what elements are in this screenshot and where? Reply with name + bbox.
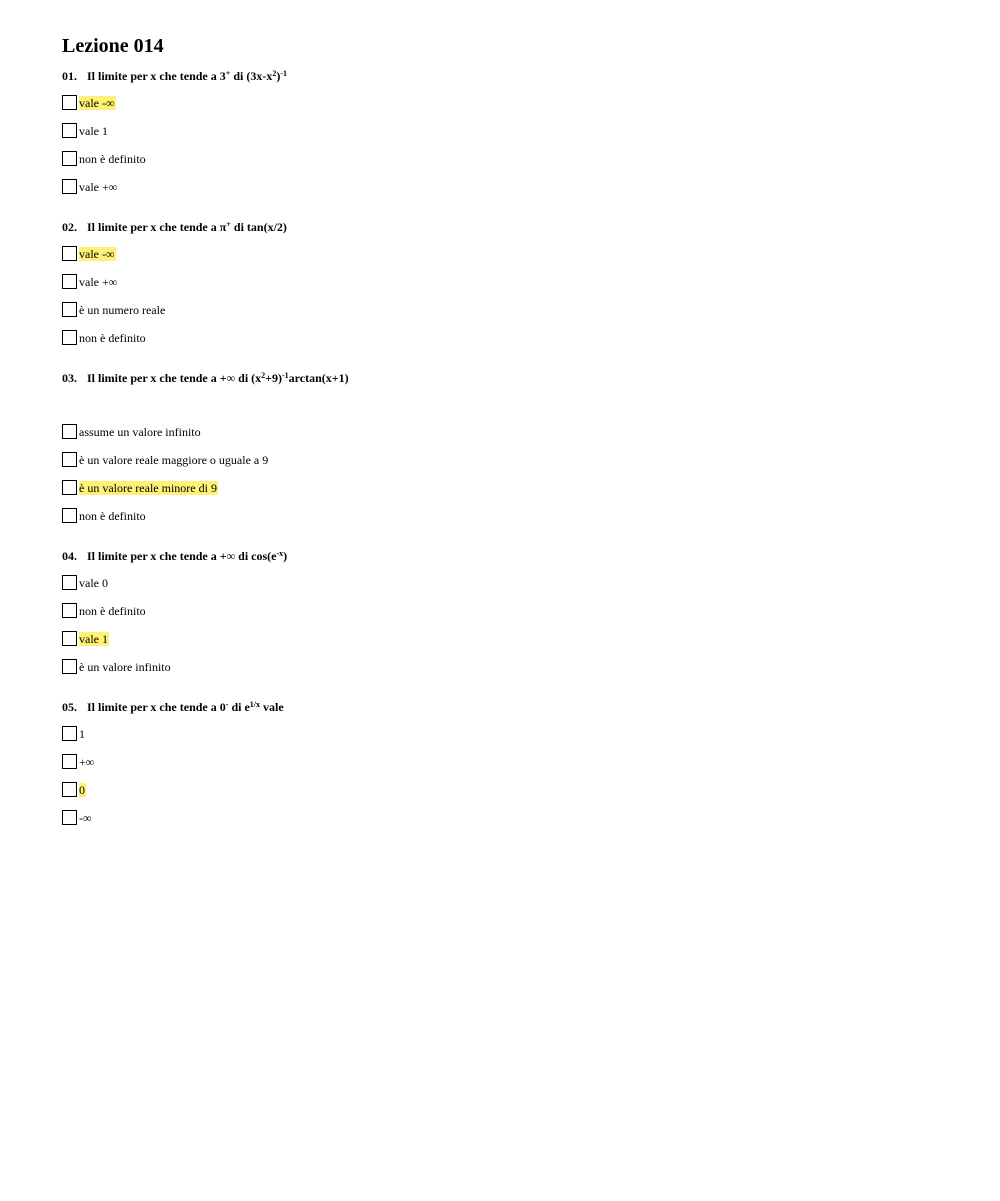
question-text bbox=[62, 549, 962, 564]
answer-option[interactable] bbox=[62, 753, 962, 770]
answer-text-highlighted: vale -∞ bbox=[79, 246, 115, 261]
question-number: 05. bbox=[62, 700, 77, 714]
answer-text: non è definito bbox=[79, 508, 146, 523]
answer-option[interactable] bbox=[62, 658, 962, 675]
answer-checkbox[interactable] bbox=[62, 782, 77, 797]
answer-text: non è definito bbox=[79, 603, 146, 618]
answer-checkbox[interactable] bbox=[62, 179, 77, 194]
question-list bbox=[62, 69, 962, 826]
answer-option[interactable] bbox=[62, 301, 962, 318]
answer-text: è un numero reale bbox=[79, 302, 166, 317]
question-text bbox=[62, 220, 962, 235]
answer-checkbox[interactable] bbox=[62, 480, 77, 495]
answer-option[interactable] bbox=[62, 178, 962, 195]
answer-checkbox[interactable] bbox=[62, 246, 77, 261]
question-body: Il limite per x che tende a +∞ di $(x^2+9)^{-1}\arctan(x+1)$ bbox=[87, 371, 349, 385]
question-number: 03. bbox=[62, 371, 77, 385]
answer-text: non è definito bbox=[79, 330, 146, 345]
answer-text: è un valore reale maggiore o uguale a 9 bbox=[79, 452, 269, 467]
answer-option[interactable] bbox=[62, 122, 962, 139]
answer-checkbox[interactable] bbox=[62, 508, 77, 523]
question-block bbox=[62, 69, 962, 195]
answer-checkbox[interactable] bbox=[62, 123, 77, 138]
question-number: 04. bbox=[62, 549, 77, 563]
answer-text: 1 bbox=[79, 726, 85, 741]
answer-checkbox[interactable] bbox=[62, 302, 77, 317]
answer-option[interactable] bbox=[62, 507, 962, 524]
answer-option[interactable] bbox=[62, 479, 962, 496]
answer-checkbox[interactable] bbox=[62, 810, 77, 825]
question-text bbox=[62, 69, 962, 84]
answer-text: assume un valore infinito bbox=[79, 424, 201, 439]
answer-option[interactable] bbox=[62, 630, 962, 647]
answer-checkbox[interactable] bbox=[62, 151, 77, 166]
answer-checkbox[interactable] bbox=[62, 631, 77, 646]
answer-option[interactable] bbox=[62, 245, 962, 262]
answer-text-highlighted: 0 bbox=[79, 782, 85, 797]
question-number: 01. bbox=[62, 69, 77, 83]
answer-checkbox[interactable] bbox=[62, 330, 77, 345]
question-block bbox=[62, 549, 962, 675]
answer-option[interactable] bbox=[62, 781, 962, 798]
question-body: Il limite per x che tende a 0- di $e^{1/x}$ vale bbox=[87, 700, 284, 714]
answer-text-highlighted: è un valore reale minore di 9 bbox=[79, 480, 217, 495]
answer-checkbox[interactable] bbox=[62, 659, 77, 674]
answer-text: vale +∞ bbox=[79, 274, 118, 289]
answer-text: vale +∞ bbox=[79, 179, 118, 194]
answer-option[interactable] bbox=[62, 94, 962, 111]
answer-checkbox[interactable] bbox=[62, 603, 77, 618]
quiz-page bbox=[62, 34, 962, 826]
question-text bbox=[62, 371, 962, 386]
lesson-title: Lezione 014 bbox=[62, 35, 164, 57]
question-block bbox=[62, 371, 962, 524]
answer-option[interactable] bbox=[62, 574, 962, 591]
question-body: Il limite per x che tende a π+ di tan(x/2) bbox=[87, 220, 287, 234]
answer-option[interactable] bbox=[62, 602, 962, 619]
answer-option[interactable] bbox=[62, 150, 962, 167]
answer-text: vale 0 bbox=[79, 575, 108, 590]
answer-checkbox[interactable] bbox=[62, 274, 77, 289]
question-block bbox=[62, 700, 962, 826]
question-block bbox=[62, 220, 962, 346]
question-number: 02. bbox=[62, 220, 77, 234]
answer-text-highlighted: vale 1 bbox=[79, 631, 108, 646]
answer-option[interactable] bbox=[62, 273, 962, 290]
answer-option[interactable] bbox=[62, 809, 962, 826]
answer-text-highlighted: vale -∞ bbox=[79, 95, 115, 110]
question-body: Il limite per x che tende a +∞ di $\cos(e^{-x})$ bbox=[87, 549, 288, 563]
answer-text: non è definito bbox=[79, 151, 146, 166]
question-body: Il limite per x che tende a 3+ di $(3x-x^2)^{-1}$ bbox=[87, 69, 287, 83]
answer-text: vale 1 bbox=[79, 123, 108, 138]
answer-text: -∞ bbox=[79, 810, 92, 825]
answer-option[interactable] bbox=[62, 451, 962, 468]
answer-option[interactable] bbox=[62, 329, 962, 346]
question-text bbox=[62, 700, 962, 715]
answer-checkbox[interactable] bbox=[62, 95, 77, 110]
answer-checkbox[interactable] bbox=[62, 452, 77, 467]
answer-checkbox[interactable] bbox=[62, 424, 77, 439]
answer-option[interactable] bbox=[62, 725, 962, 742]
answer-text: è un valore infinito bbox=[79, 659, 171, 674]
answer-text: +∞ bbox=[79, 754, 95, 769]
answer-option[interactable] bbox=[62, 423, 962, 440]
answer-checkbox[interactable] bbox=[62, 575, 77, 590]
answer-checkbox[interactable] bbox=[62, 754, 77, 769]
answer-checkbox[interactable] bbox=[62, 726, 77, 741]
